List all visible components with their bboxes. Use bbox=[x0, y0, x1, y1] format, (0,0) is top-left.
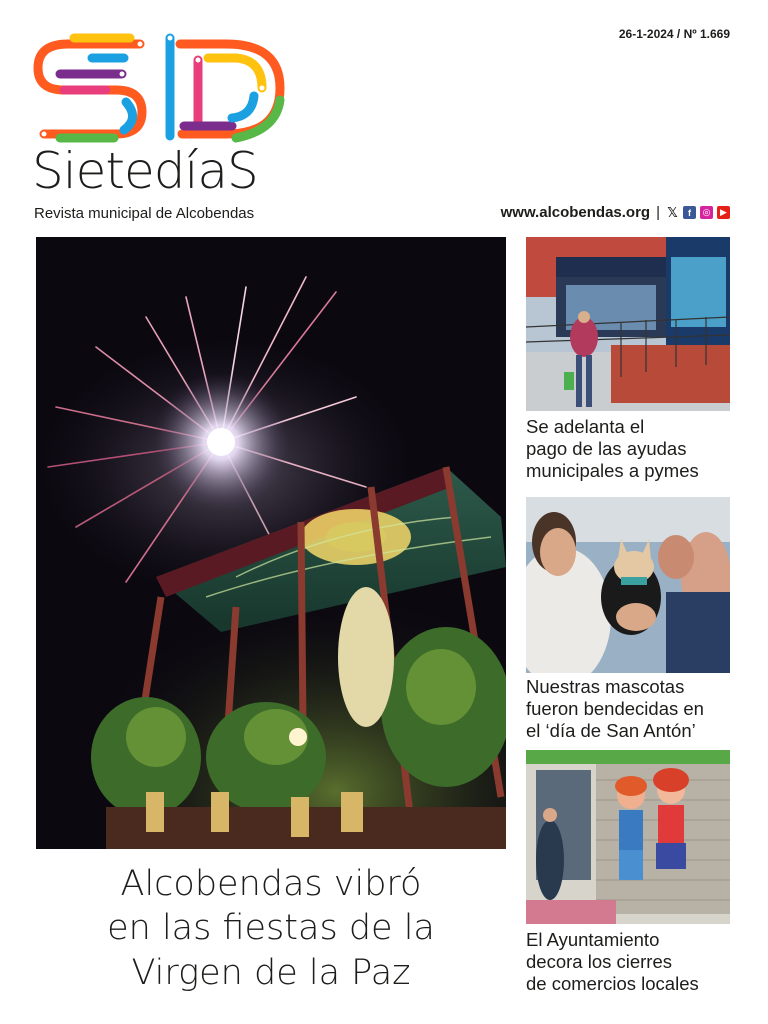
headline-line: Virgen de la Paz bbox=[131, 952, 411, 993]
caption-line: Se adelanta el bbox=[526, 416, 645, 437]
youtube-icon[interactable]: ▶ bbox=[717, 206, 730, 219]
side-story-caption[interactable] bbox=[526, 416, 736, 483]
side-story-photo[interactable] bbox=[526, 497, 730, 673]
caption-line: municipales a pymes bbox=[526, 460, 699, 482]
headline-line: Alcobendas vibró bbox=[120, 864, 422, 904]
website-link[interactable]: www.alcobendas.org bbox=[500, 204, 651, 221]
headline-line: en las fiestas de la bbox=[107, 908, 435, 949]
side-story-caption[interactable] bbox=[526, 929, 736, 996]
side-story-photo[interactable] bbox=[526, 750, 730, 924]
main-story-photo[interactable] bbox=[36, 237, 506, 849]
magazine-title: SietedíaS bbox=[32, 142, 258, 200]
side-story-caption[interactable] bbox=[526, 676, 736, 743]
caption-line: de comercios locales bbox=[526, 973, 699, 995]
caption-line: El Ayuntamiento bbox=[526, 929, 660, 950]
main-headline[interactable] bbox=[36, 862, 506, 995]
sd-logo bbox=[30, 30, 288, 148]
issue-date-number: 26-1-2024 / Nº 1.669 bbox=[618, 27, 730, 41]
x-icon[interactable]: 𝕏 bbox=[667, 204, 678, 220]
caption-line: pago de las ayudas bbox=[526, 438, 687, 460]
separator: | bbox=[656, 204, 660, 221]
instagram-icon[interactable]: ◎ bbox=[700, 206, 713, 219]
website-bar bbox=[501, 204, 730, 221]
caption-line: fueron bendecidas en bbox=[526, 698, 704, 720]
facebook-icon[interactable]: f bbox=[683, 206, 696, 219]
side-story-photo[interactable] bbox=[526, 237, 730, 411]
caption-line: Nuestras mascotas bbox=[526, 676, 685, 697]
caption-line: el ‘día de San Antón’ bbox=[526, 720, 696, 742]
magazine-tagline: Revista municipal de Alcobendas bbox=[34, 205, 255, 222]
caption-line: decora los cierres bbox=[526, 951, 673, 973]
